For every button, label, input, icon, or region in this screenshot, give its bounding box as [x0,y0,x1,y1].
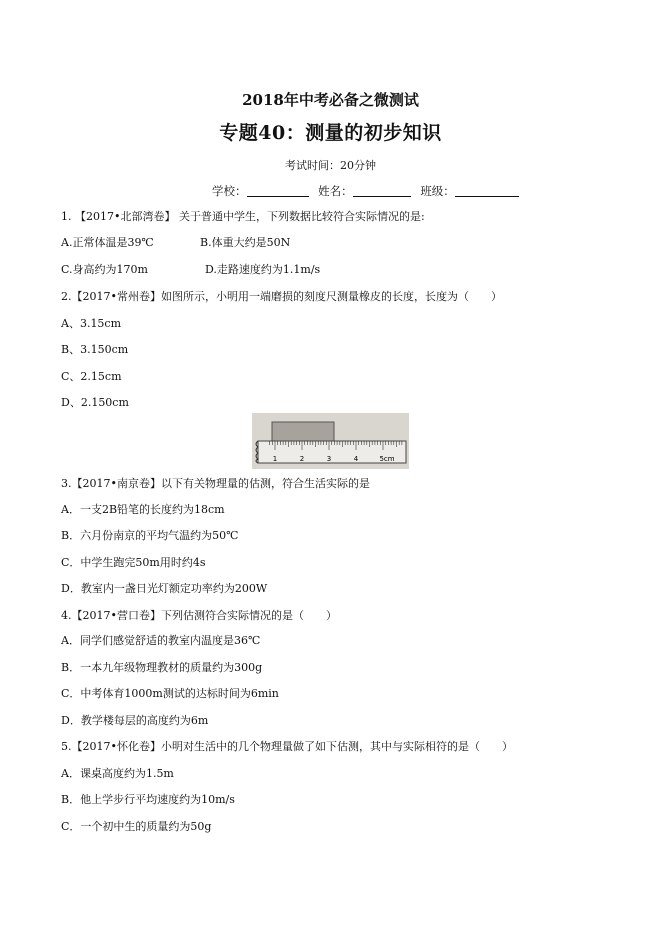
question-5-stem [61,740,513,754]
question-source: 【2017•南京卷】 [71,477,161,490]
question-number: 2. [61,290,72,303]
question-3-option-a: A．一支2B铅笔的长度约为18cm [61,503,225,516]
question-4-option-d: D．教学楼每层的高度约为6m [61,714,209,727]
question-source: 【2017•营口卷】 [71,609,161,622]
question-4-option-c: C．中考体育1000m测试的达标时间为6min [61,687,279,700]
question-4-option-a: A．同学们感觉舒适的教室内温度是36℃ [61,634,261,647]
tick-label-3: 3 [326,455,332,463]
question-1-option-c: C.身高约为170m [61,263,148,276]
question-5-option-b: B．他上学步行平均速度约为10m/s [61,793,235,806]
question-2-option-d: D、2.150cm [61,396,129,409]
question-2-stem [61,290,502,304]
question-1-option-a: A.正常体温是39℃ [61,236,154,249]
school-label: 学校： [212,184,247,198]
question-number: 5. [61,740,72,753]
ruler-eraser-figure [252,413,409,469]
question-3-option-b: B．六月份南京的平均气温约为50℃ [61,529,239,542]
question-3-option-d: D．教室内一盏日光灯额定功率约为200W [61,582,268,595]
question-3-option-c: C．中学生跑完50m用时约4s [61,556,206,569]
question-number: 1. [61,210,72,223]
exam-time: 考试时间：20分钟 [285,159,376,172]
question-3-stem [61,477,370,491]
question-1-option-b: B.体重大约是50N [200,236,291,249]
student-info-fields [212,183,525,199]
question-5-option-c: C．一个初中生的质量约为50g [61,820,212,833]
school-blank[interactable] [247,184,309,197]
question-source: 【2017•怀化卷】 [71,740,161,753]
topic-title: 专题40：测量的初步知识 [219,122,442,144]
name-label: 姓名： [318,184,353,198]
eraser-block [272,422,334,441]
tick-label-5cm: 5cm [379,455,395,463]
class-blank[interactable] [455,184,519,197]
question-source: 【2017•常州卷】 [71,290,161,303]
question-text: 如图所示，小明用一端磨损的刻度尺测量橡皮的长度，长度为（ ） [160,290,502,303]
question-4-option-b: B．一本九年级物理教材的质量约为300g [61,661,263,674]
question-2-option-b: B、3.150cm [61,343,129,356]
question-2-option-a: A、3.15cm [61,317,122,330]
question-1-option-d: D.走路速度约为1.1m/s [205,263,321,276]
question-1-stem [61,210,425,224]
question-source: 【2017•北部湾卷】 [75,210,176,223]
question-number: 4. [61,609,72,622]
tick-label-4: 4 [353,455,359,463]
question-text: 下列估测符合实际情况的是（ ） [160,609,337,622]
tick-label-1: 1 [272,455,278,463]
question-2-option-c: C、2.15cm [61,370,122,383]
question-text: 关于普通中学生，下列数据比较符合实际情况的是: [178,210,425,223]
tick-label-2: 2 [299,455,305,463]
question-number: 3. [61,477,72,490]
exam-title: 2018年中考必备之微测试 [242,91,419,109]
class-label: 班级： [420,184,455,198]
question-text: 小明对生活中的几个物理量做了如下估测，其中与实际相符的是（ ） [160,740,513,753]
question-5-option-a: A．课桌高度约为1.5m [61,767,174,780]
name-blank[interactable] [353,184,411,197]
question-4-stem [61,609,337,623]
question-text: 以下有关物理量的估测，符合生活实际的是 [160,477,370,490]
